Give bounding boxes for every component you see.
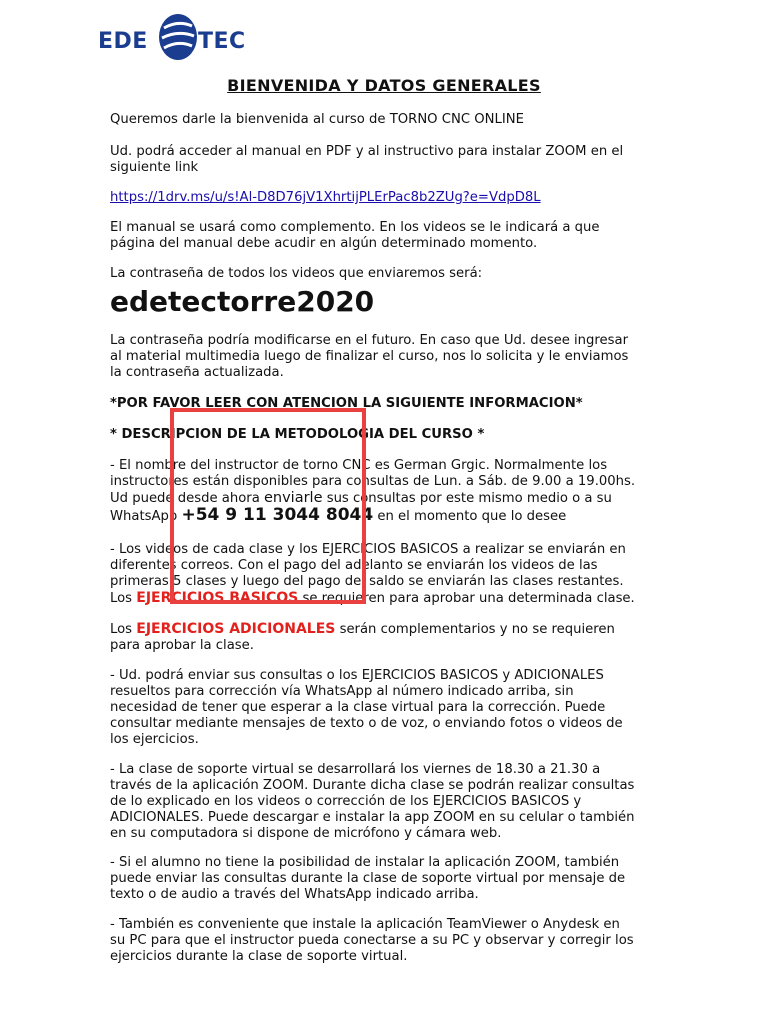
heading-info: *POR FAVOR LEER CON ATENCION LA SIGUIENTE INFORMACION*: [110, 396, 583, 411]
soporte-line-1: - La clase de soporte virtual se desarrollará los viernes de 18.30 a 21.30 a: [110, 762, 601, 777]
soporte-line-3: de lo explicado en los videos o corrección de los EJERCICIOS BASICOS y: [110, 794, 582, 809]
manual-line-1: El manual se usará como complemento. En los videos se le indicará a que: [110, 220, 600, 235]
manual-link-paragraph: [110, 190, 670, 206]
logo-globe-icon: [156, 12, 200, 62]
additional-exercises-highlight: EJERCICIOS ADICIONALES: [136, 621, 336, 637]
additional-line-2: para aprobar la clase.: [110, 638, 254, 653]
videos-line-2: diferentes correos. Con el pago del adelanto se enviarán los videos de las: [110, 558, 598, 573]
teamviewer-line-1: - También es conveniente que instale la aplicación TeamViewer o Anydesk en: [110, 917, 620, 932]
basic-exercises-highlight: EJERCICIOS BASICOS: [136, 590, 299, 606]
password-note-line-1: La contraseña podría modificarse en el futuro. En caso que Ud. desee ingresar: [110, 333, 629, 348]
zoom-alt-line-3: texto o de audio a través del WhatsApp indicado arriba.: [110, 887, 479, 902]
consultas-line-1: - Ud. podrá enviar sus consultas o los EJERCICIOS BASICOS y ADICIONALES: [110, 668, 604, 683]
soporte-line-4: ADICIONALES. Puede descargar e instalar la app ZOOM en su celular o también: [110, 810, 635, 825]
consultas-paragraph: [110, 668, 670, 748]
consultas-line-3: necesidad de tener que esperar a la clase virtual para la corrección. Puede: [110, 700, 606, 715]
access-paragraph: [110, 144, 670, 176]
access-line-2: siguiente link: [110, 160, 199, 175]
videos-line-4a: Los: [110, 591, 137, 606]
instructor-line-4b: en el momento que lo desee: [373, 509, 567, 524]
additional-paragraph: [110, 621, 670, 654]
consultas-line-2: resueltos para corrección vía WhatsApp al número indicado arriba, sin: [110, 684, 574, 699]
consultas-line-5: los ejercicios.: [110, 732, 199, 747]
intro-text: Queremos darle la bienvenida al curso de TORNO CNC ONLINE: [110, 112, 524, 127]
instructor-line-3b: enviarle: [263, 490, 323, 506]
videos-line-1: - Los videos de cada clase y los EJERCICIOS BASICOS a realizar se enviarán en: [110, 542, 626, 557]
soporte-paragraph: [110, 762, 670, 842]
zoom-alternative-paragraph: [110, 855, 670, 903]
password-note-line-2: al material multimedia luego de finalizar el curso, nos lo solicita y le enviamos: [110, 349, 629, 364]
password-value: edetectorre2020: [110, 285, 375, 318]
instructor-line-3c: sus consultas por este mismo medio o a su: [322, 491, 612, 506]
videos-line-3: primeras 5 clases y luego del pago del saldo se enviarán las clases restantes.: [110, 574, 624, 589]
instructor-line-4a: WhatsApp: [110, 509, 182, 524]
videos-line-4c: se requieren para aprobar una determinada clase.: [298, 591, 635, 606]
edetec-logo: [98, 12, 258, 62]
password-label: La contraseña de todos los videos que enviaremos será:: [110, 266, 483, 281]
instructor-line-3a: Ud puede desde ahora: [110, 491, 264, 506]
heading-methodology: * DESCRIPCION DE LA METODOLOGIA DEL CURSO *: [110, 427, 485, 442]
additional-line-1c: serán complementarios y no se requieren: [335, 622, 615, 637]
manual-paragraph: [110, 220, 670, 252]
instructor-line-1: - El nombre del instructor de torno CNC es German Grgic. Normalmente los: [110, 458, 608, 473]
logo-text-left: EDE: [98, 29, 148, 54]
soporte-line-2: través de la aplicación ZOOM. Durante dicha clase se podrán realizar consultas: [110, 778, 635, 793]
consultas-line-4: consultar mediante mensajes de texto o de voz, o enviando fotos o videos de: [110, 716, 623, 731]
page-title: BIENVENIDA Y DATOS GENERALES: [227, 76, 541, 95]
whatsapp-phone: +54 9 11 3044 8044: [181, 505, 374, 525]
instructor-line-2: instructores están disponibles para consultas de Lun. a Sáb. de 9.00 a 19.00hs.: [110, 474, 636, 489]
zoom-alt-line-2: puede enviar las consultas durante la clase de soporte virtual por mensaje de: [110, 871, 626, 886]
teamviewer-line-2: su PC para que el instructor pueda conectarse a su PC y observar y corregir los: [110, 933, 634, 948]
teamviewer-paragraph: [110, 917, 670, 965]
red-highlight-box: [170, 408, 366, 604]
teamviewer-line-3: ejercicios durante la clase de soporte virtual.: [110, 949, 408, 964]
soporte-line-5: en su computadora si dispone de micrófono y cámara web.: [110, 826, 502, 841]
manual-line-2: página del manual debe acudir en algún determinado momento.: [110, 236, 538, 251]
manual-link[interactable]: https://1drv.ms/u/s!Al-D8D76jV1XhrtijPLErPac8b2ZUg?e=VdpD8L: [110, 190, 541, 205]
zoom-alt-line-1: - Si el alumno no tiene la posibilidad de instalar la aplicación ZOOM, también: [110, 855, 620, 870]
access-line-1: Ud. podrá acceder al manual en PDF y al instructivo para instalar ZOOM en el: [110, 144, 624, 159]
password-note-line-3: la contraseña actualizada.: [110, 365, 284, 380]
password-note: [110, 333, 670, 381]
logo-text-right: TEC: [198, 29, 246, 54]
additional-line-1a: Los: [110, 622, 137, 637]
